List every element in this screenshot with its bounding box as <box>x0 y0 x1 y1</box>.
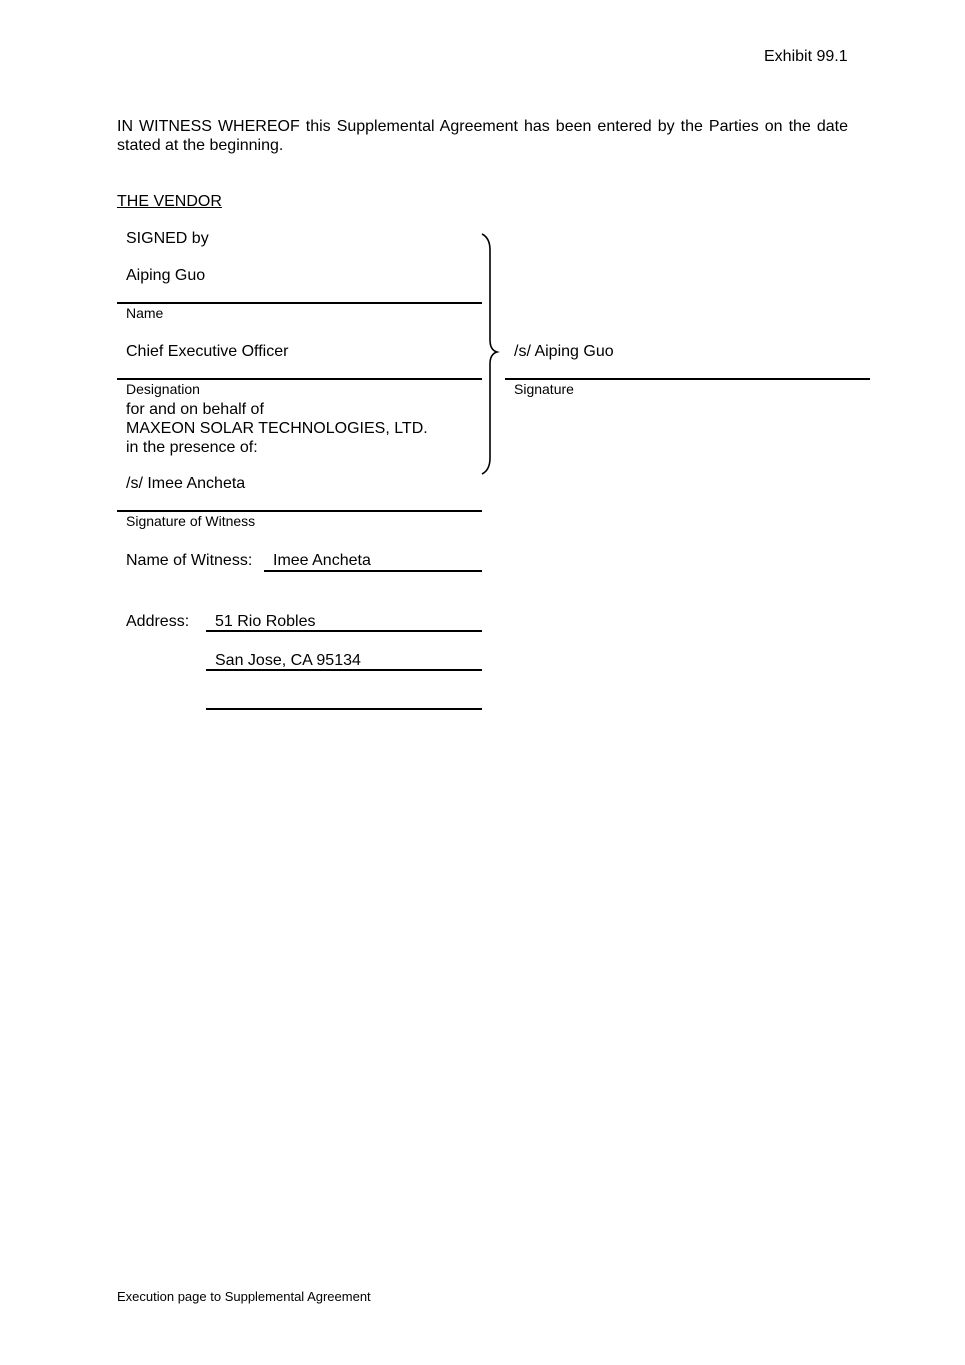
witness-signature-line <box>117 510 482 512</box>
designation-label: Designation <box>126 381 200 397</box>
company-name: MAXEON SOLAR TECHNOLOGIES, LTD. <box>126 420 428 437</box>
exhibit-number: Exhibit 99.1 <box>764 48 848 65</box>
address-line-2: San Jose, CA 95134 <box>215 652 361 669</box>
address-label: Address: <box>126 613 190 630</box>
signatory-signature: /s/ Aiping Guo <box>514 343 614 360</box>
page-footer: Execution page to Supplemental Agreement <box>117 1289 371 1304</box>
signature-line <box>505 378 870 380</box>
address-line-1: 51 Rio Robles <box>215 613 316 630</box>
designation-line <box>117 378 482 380</box>
address-line-1-rule <box>206 630 482 632</box>
witness-name: Imee Ancheta <box>273 552 371 569</box>
right-brace-icon <box>478 232 500 478</box>
name-line <box>117 302 482 304</box>
signature-label: Signature <box>514 381 574 397</box>
address-line-3-rule <box>206 708 482 710</box>
witness-signature: /s/ Imee Ancheta <box>126 475 246 492</box>
signatory-designation: Chief Executive Officer <box>126 343 289 360</box>
address-line-2-rule <box>206 669 482 671</box>
witness-name-line <box>264 570 482 572</box>
witness-signature-label: Signature of Witness <box>126 513 256 529</box>
signatory-name: Aiping Guo <box>126 267 206 284</box>
witness-name-label: Name of Witness: <box>126 552 253 569</box>
signed-by-label: SIGNED by <box>126 230 209 247</box>
witness-clause: IN WITNESS WHEREOF this Supplemental Agreement has been entered by the Parties on the date stated at the beginning. <box>117 118 848 154</box>
name-label: Name <box>126 305 164 321</box>
section-title: THE VENDOR <box>117 193 222 210</box>
presence-label: in the presence of: <box>126 439 258 456</box>
behalf-line-1: for and on behalf of <box>126 401 264 418</box>
